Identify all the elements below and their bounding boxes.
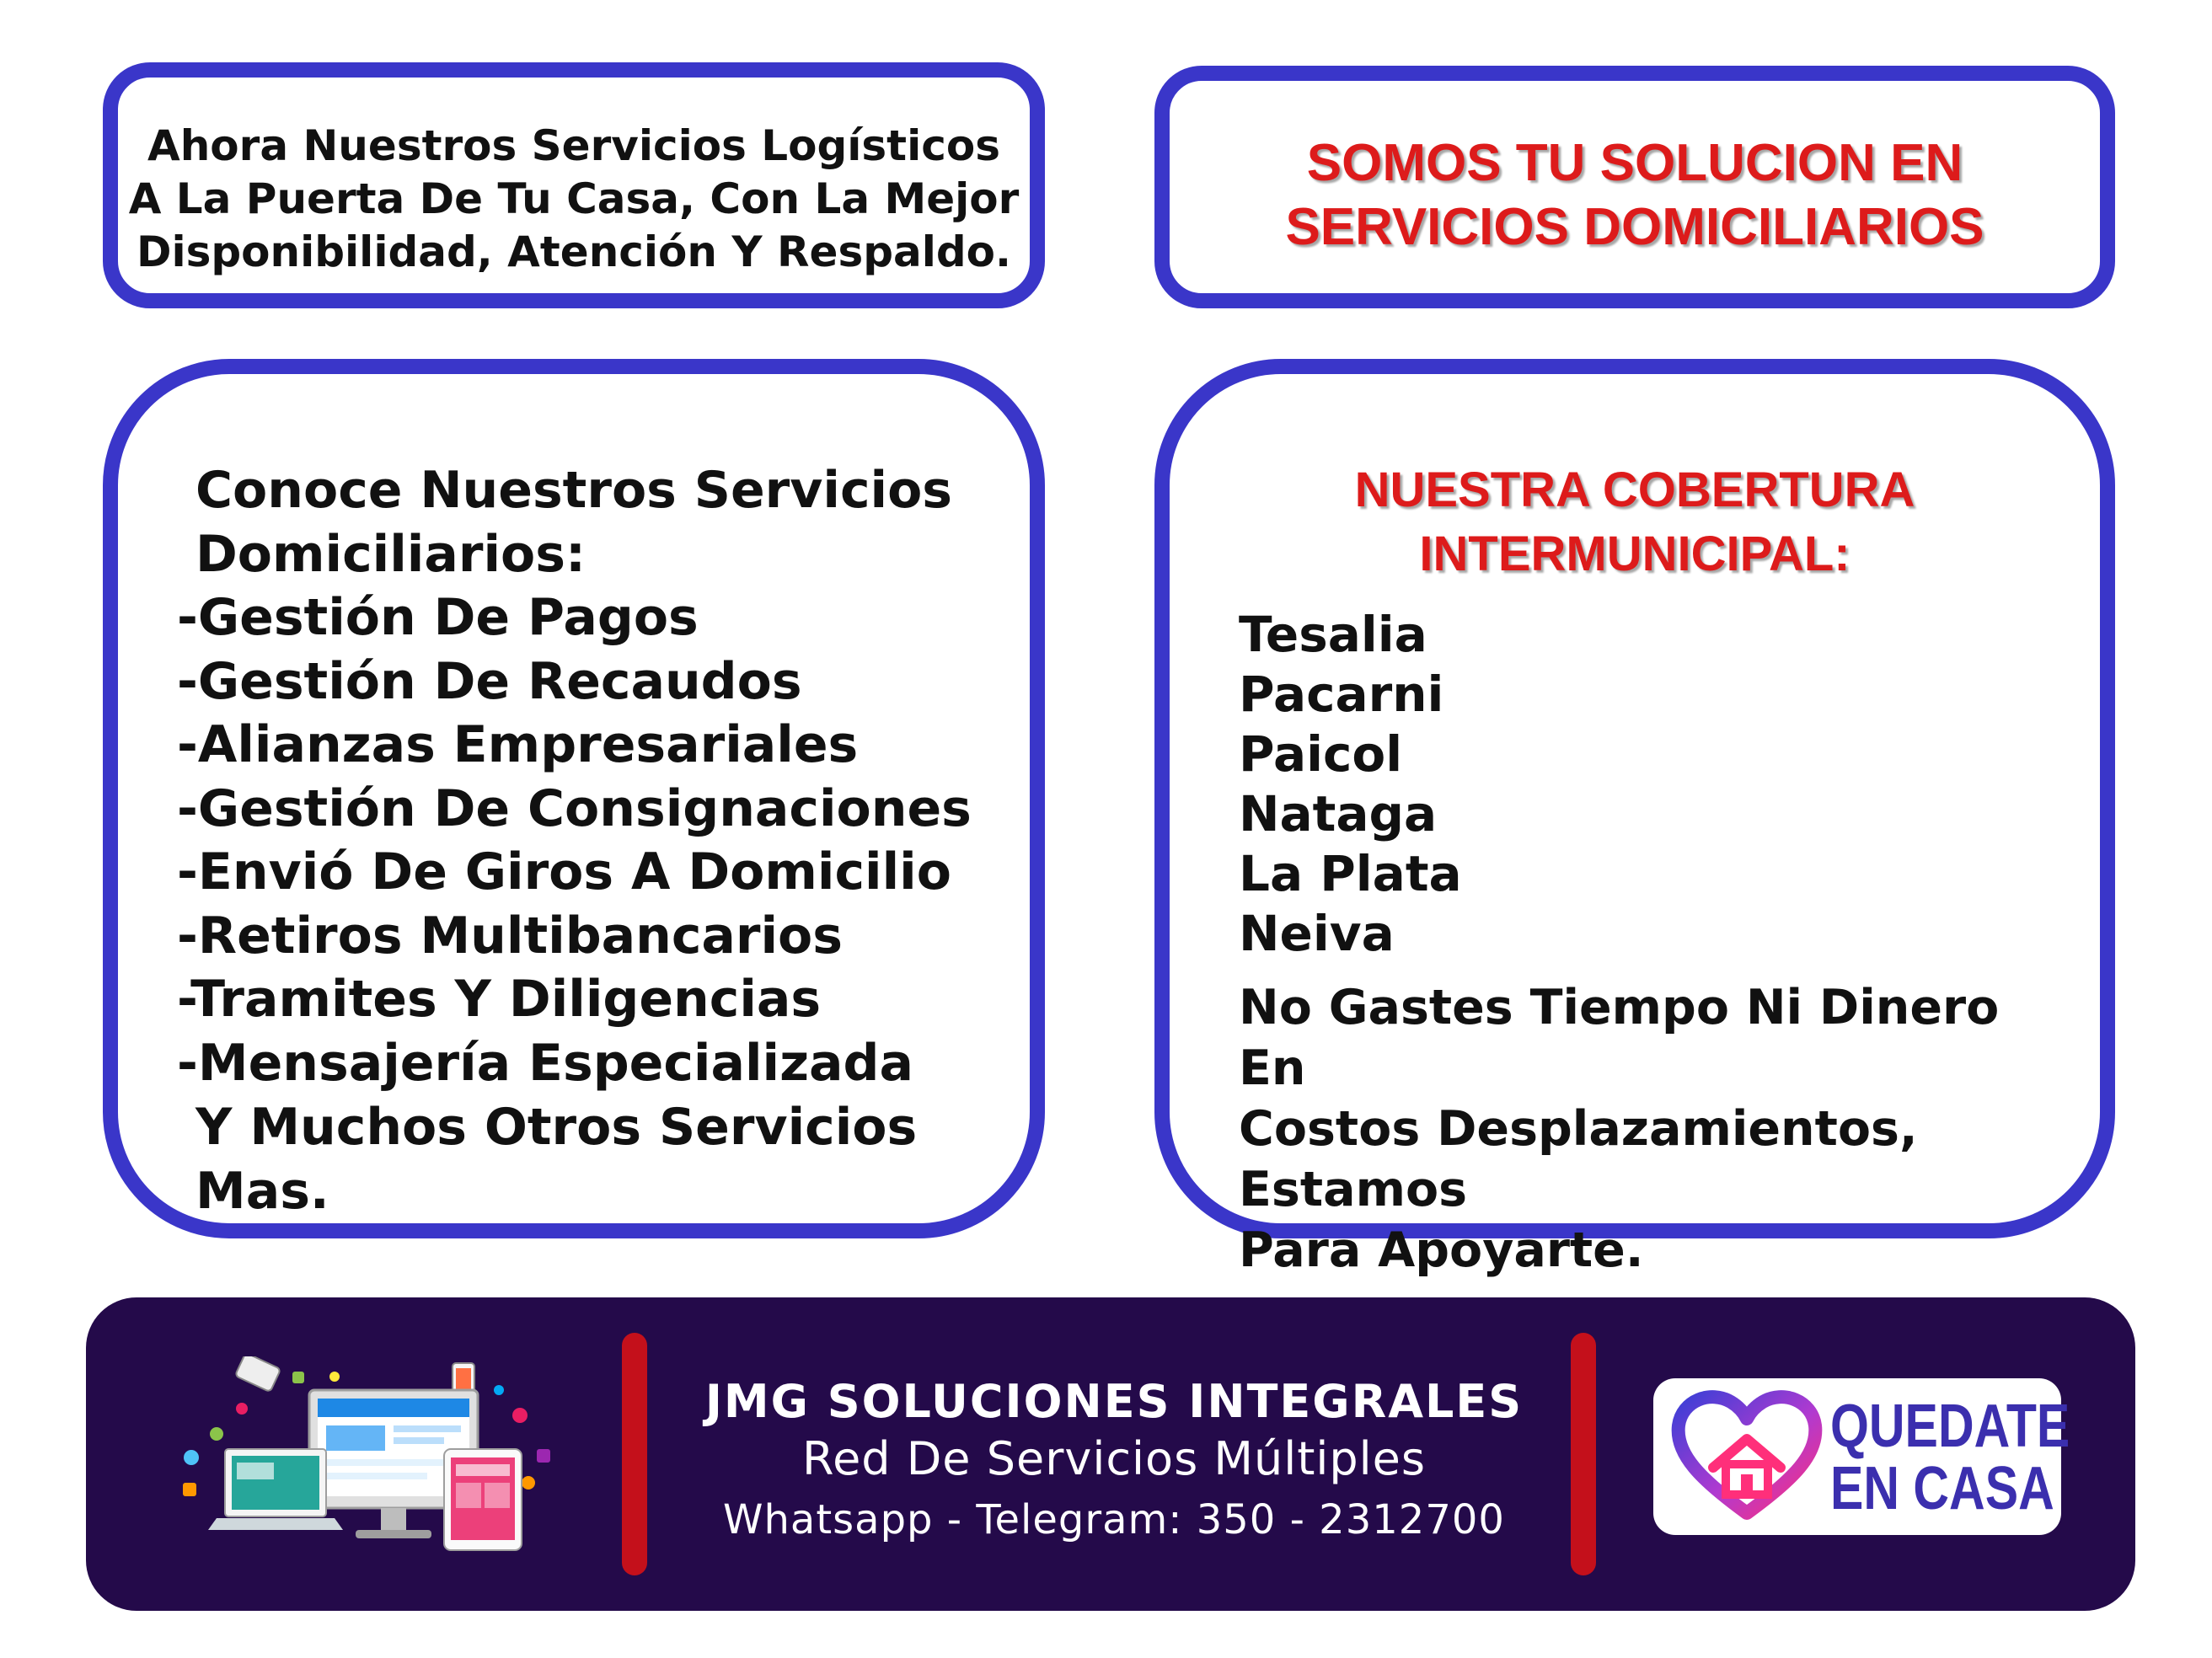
intro-line: Ahora Nuestros Servicios Logísticos (147, 121, 1000, 170)
services-heading (195, 458, 952, 586)
badge-line: EN CASA (1830, 1455, 2054, 1522)
city-item: Nataga (1239, 785, 1438, 842)
coverage-note (1239, 977, 2065, 1281)
city-item: Tesalia (1239, 606, 1427, 663)
heart-house-icon (1667, 1387, 1827, 1527)
intro-line: Disponibilidad, Atención Y Respaldo. (136, 227, 1012, 276)
coverage-note-line: Para Apoyarte. (1239, 1222, 1644, 1278)
slogan-line: SERVICIOS DOMICILIARIOS (1285, 198, 1984, 256)
service-item: -Alianzas Empresariales (177, 715, 859, 774)
city-item: La Plata (1239, 845, 1462, 902)
badge-line: QUEDATE (1830, 1393, 2070, 1460)
slogan-text (1170, 131, 2100, 259)
stay-home-text (1830, 1395, 2070, 1520)
coverage-title-line: NUESTRA COBERTURA (1354, 463, 1915, 517)
service-item: -Envió De Giros A Domicilio (177, 842, 951, 901)
company-subtitle: Red De Servicios Múltiples (801, 1432, 1427, 1485)
coverage-note-line: No Gastes Tiempo Ni Dinero En (1239, 980, 2000, 1096)
divider-left (622, 1333, 647, 1575)
services-box (103, 359, 1045, 1238)
city-item: Neiva (1239, 905, 1395, 962)
services-heading-line: Domiciliarios: (195, 525, 586, 584)
city-item: Paicol (1239, 725, 1403, 783)
intro-line: A La Puerta De Tu Casa, Con La Mejor (128, 174, 1020, 223)
service-item: -Mensajería Especializada (177, 1033, 913, 1093)
coverage-box (1154, 359, 2115, 1278)
divider-right (1571, 1333, 1596, 1575)
slogan-line: SOMOS TU SOLUCION EN (1306, 134, 1963, 192)
service-item: -Retiros Multibancarios (177, 906, 843, 965)
devices-illustration-icon (166, 1356, 562, 1559)
city-list (1239, 605, 1462, 964)
contact-info: Whatsapp - Telegram: 350 - 2312700 (723, 1496, 1505, 1543)
company-name: JMG SOLUCIONES INTEGRALES (704, 1375, 1524, 1428)
slogan-box (1154, 66, 2115, 308)
service-item: -Gestión De Pagos (177, 588, 699, 647)
intro-box (103, 62, 1045, 308)
stay-home-badge (1653, 1378, 2070, 1535)
coverage-title-line: INTERMUNICIPAL: (1419, 527, 1850, 581)
services-list (177, 586, 972, 1095)
services-heading-line: Conoce Nuestros Servicios (195, 461, 953, 520)
coverage-title (1170, 458, 2100, 586)
brand-banner (86, 1297, 2135, 1611)
intro-text (118, 120, 1030, 279)
services-footer: Y Muchos Otros Servicios Mas. (195, 1098, 918, 1221)
service-item: -Gestión De Consignaciones (177, 778, 972, 838)
city-item: Pacarni (1239, 666, 1444, 723)
service-item: -Gestión De Recaudos (177, 651, 802, 711)
service-item: -Tramites Y Diligencias (177, 970, 822, 1029)
coverage-note-line: Costos Desplazamientos, Estamos (1239, 1101, 1918, 1217)
